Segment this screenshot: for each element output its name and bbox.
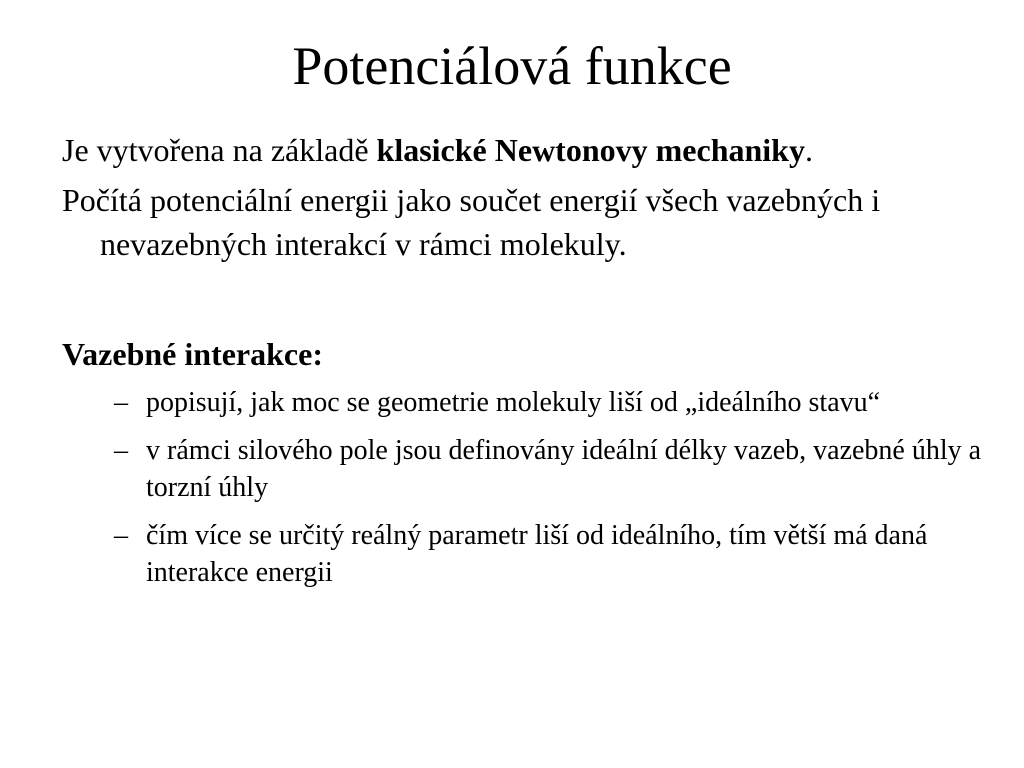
- bullet-dash: –: [114, 520, 128, 551]
- intro-paragraph: [62, 128, 992, 172]
- intro-bold-text: klasické Newtonovy mechaniky: [376, 132, 805, 168]
- bullet-dash: –: [114, 435, 128, 466]
- section-heading: Vazebné interakce:: [62, 336, 323, 372]
- list-item-text: popisují, jak moc se geometrie molekuly liší od „ideálního stavu“: [146, 387, 881, 418]
- list-item-text: čím více se určitý reálný parametr liší od ideálního, tím větší má daná interakce energii: [146, 520, 928, 588]
- list-item: [62, 517, 992, 591]
- list-item: [62, 432, 992, 506]
- list-item: [62, 384, 992, 421]
- energy-paragraph: Počítá potenciální energii jako součet energií všech vazebných i nevazebných interakcí v rámci molekuly.: [62, 182, 881, 262]
- bullet-list: [62, 384, 992, 591]
- slide-body: [62, 128, 992, 602]
- bullet-dash: –: [114, 387, 128, 418]
- list-item-text: v rámci silového pole jsou definovány ideální délky vazeb, vazebné úhly a torzní úhly: [146, 435, 982, 503]
- intro-text: Je vytvořena na základě: [62, 132, 377, 168]
- intro-end-text: .: [804, 132, 813, 168]
- slide-title: Potenciálová funkce: [292, 36, 732, 96]
